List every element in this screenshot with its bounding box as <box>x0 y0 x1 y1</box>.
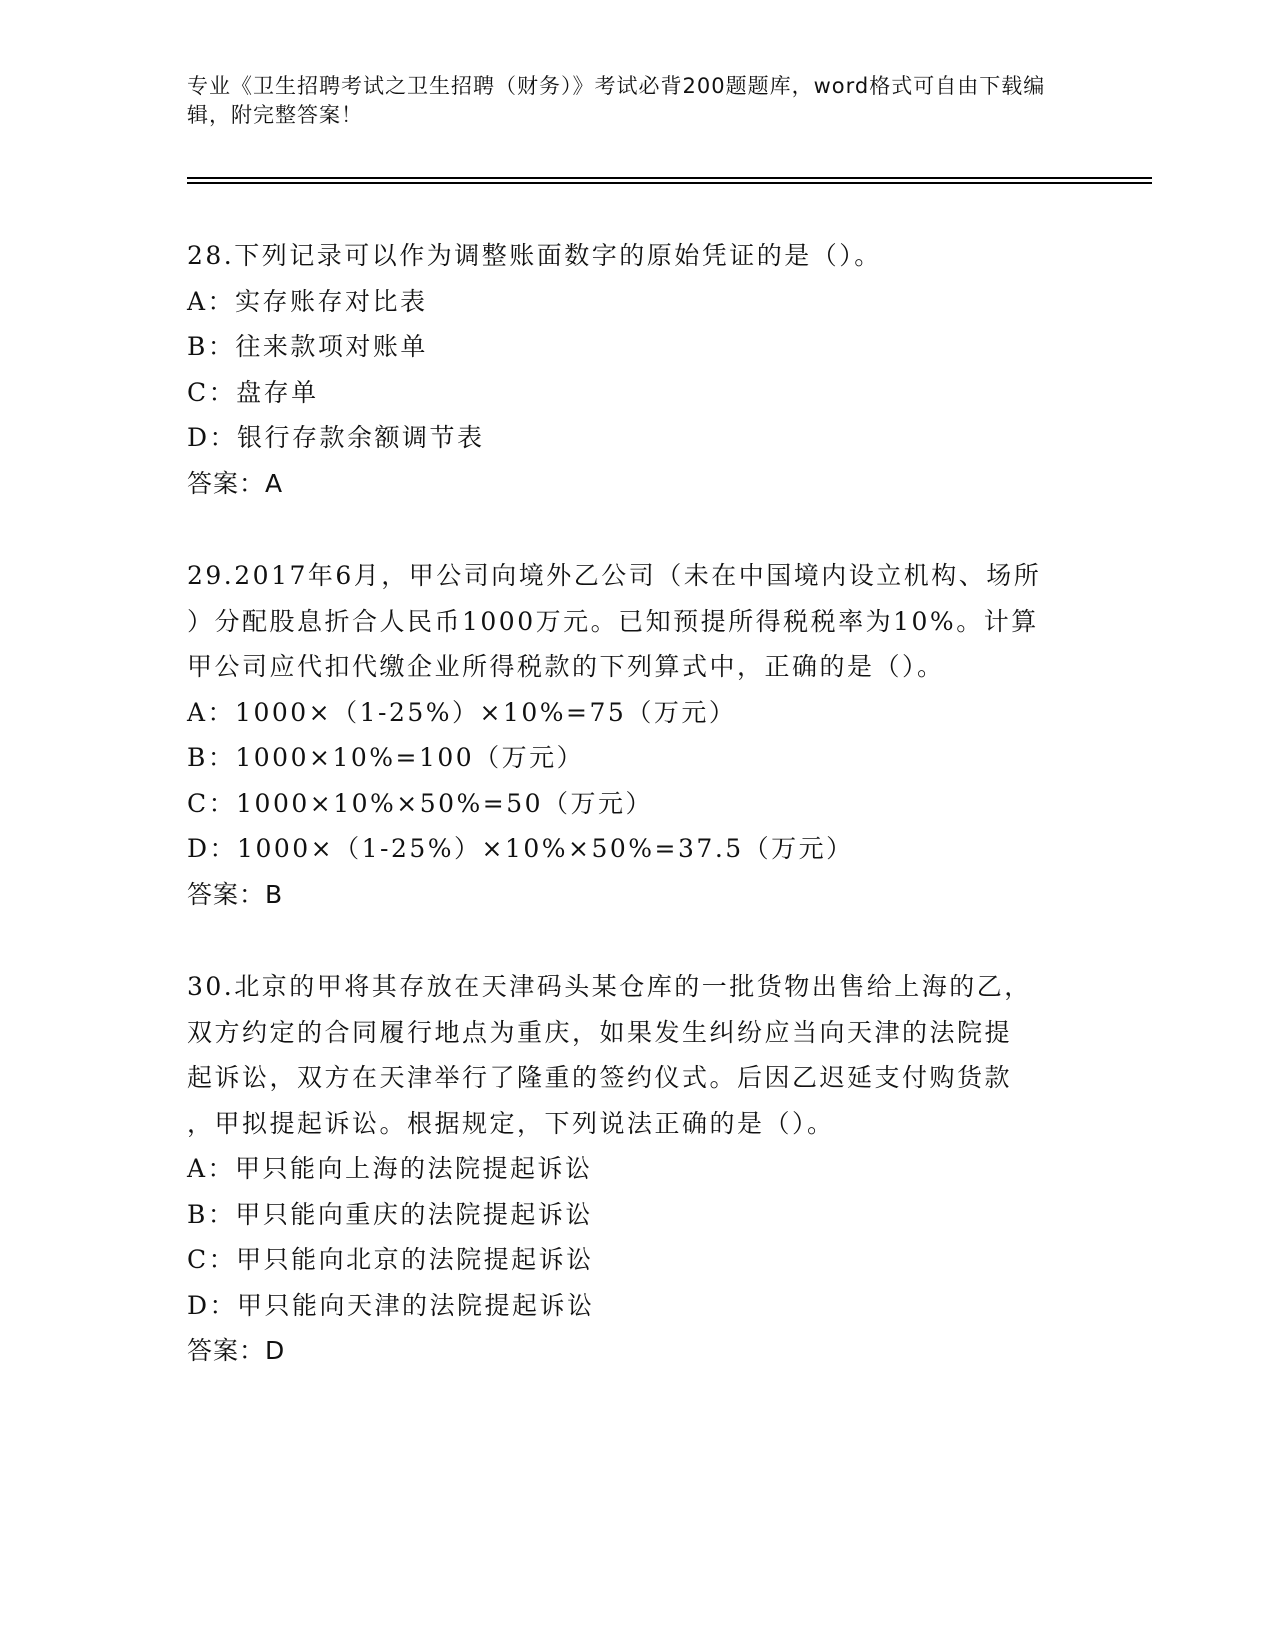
option-b: B：甲只能向重庆的法院提起诉讼 <box>187 1199 593 1229</box>
answer: 答案：D <box>187 1336 286 1365</box>
question-29 <box>187 553 1087 917</box>
option-d: D：甲只能向天津的法院提起诉讼 <box>187 1290 595 1320</box>
question-stem-line: 30.北京的甲将其存放在天津码头某仓库的一批货物出售给上海的乙， <box>187 972 1032 1001</box>
question-stem-line: ，甲拟提起诉讼。根据规定，下列说法正确的是（）。 <box>187 1108 835 1138</box>
question-28 <box>187 233 1087 506</box>
question-stem-line: ）分配股息折合人民币1000万元。已知预提所得税税率为10%。计算 <box>187 606 1039 636</box>
option-c: C：甲只能向北京的法院提起诉讼 <box>187 1245 594 1274</box>
question-stem-line: 甲公司应代扣代缴企业所得税款的下列算式中，正确的是（）。 <box>187 652 945 681</box>
option-a: A：1000×（1-25%）×10%=75（万元） <box>187 697 737 727</box>
question-stem: 28.下列记录可以作为调整账面数字的原始凭证的是（）。 <box>187 241 882 270</box>
question-stem-line: 双方约定的合同履行地点为重庆，如果发生纠纷应当向天津的法院提 <box>187 1017 1013 1047</box>
question-30 <box>187 964 1087 1374</box>
option-c: C：1000×10%×50%=50（万元） <box>187 788 654 818</box>
page-header: 专业《卫生招聘考试之卫生招聘（财务）》考试必背200题题库，word格式可自由下载编辑，附完整答案！ <box>187 74 1046 127</box>
option-b: B：往来款项对账单 <box>187 332 428 361</box>
header-divider-top <box>187 177 1152 179</box>
option-b: B：1000×10%=100（万元） <box>187 743 585 772</box>
option-c: C：盘存单 <box>187 377 319 407</box>
header-divider-bottom <box>187 182 1152 184</box>
option-a: A：实存账存对比表 <box>187 286 428 316</box>
option-d: D：银行存款余额调节表 <box>187 423 485 452</box>
answer: 答案：A <box>187 468 284 498</box>
option-d: D：1000×（1-25%）×10%×50%=37.5（万元） <box>187 834 854 863</box>
question-stem-line: 29.2017年6月，甲公司向境外乙公司（未在中国境内设立机构、场所 <box>187 561 1042 590</box>
option-a: A：甲只能向上海的法院提起诉讼 <box>187 1154 593 1183</box>
question-stem-line: 起诉讼，双方在天津举行了隆重的签约仪式。后因乙迟延支付购货款 <box>187 1063 1013 1092</box>
answer: 答案：B <box>187 879 284 909</box>
